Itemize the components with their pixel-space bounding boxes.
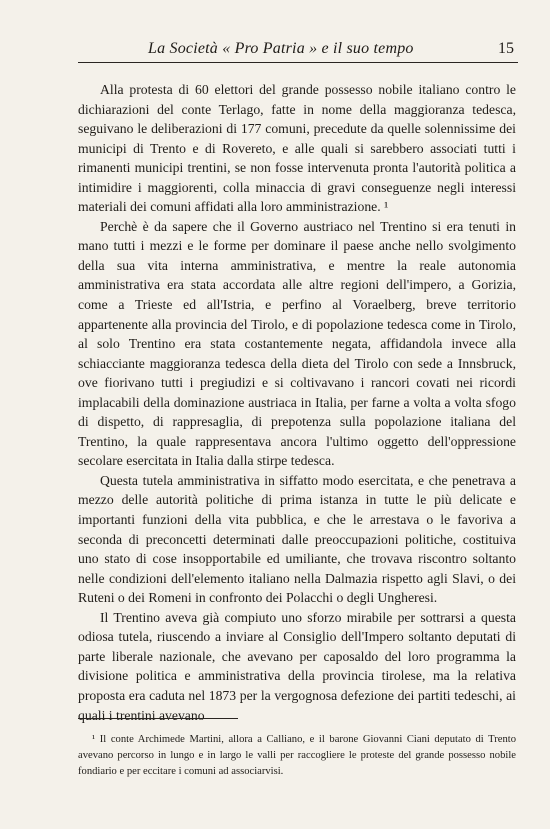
footnote: ¹ Il conte Archimede Martini, allora a Calliano, e il barone Giovanni Ciani deputato di Trento avevano percorso in lungo e in largo le valli per raccogliere le proteste del grande possesso nobile fondiario e per eccitare i comuni ad associarvisi.	[78, 734, 516, 777]
body-text	[78, 80, 516, 725]
paragraph-3: Questa tutela amministrativa in siffatto modo esercitata, e che penetrava a mezzo delle autorità politiche di prima istanza in tutte le più delicate e importanti funzioni della vita pubblica, e che le arrestava o le favoriva a seconda di preconcetti determinati dalle preoccupazioni politiche, costituiva uno stato di cose insopportabile ed umiliante, che trovava riscontro soltanto nelle condizioni dell'elemento italiano nella Dalmazia rispetto agli Slavi, o dei Ruteni o dei Romeni in confronto dei Polacchi o degli Ungheresi.	[78, 472, 516, 606]
running-title: La Società « Pro Patria » e il suo tempo	[148, 40, 414, 57]
footnote-divider	[78, 718, 238, 719]
paragraph-4: Il Trentino aveva già compiuto uno sforzo mirabile per sottrarsi a questa odiosa tutela, riuscendo a inviare al Consiglio dell'Impero soltanto deputati di parte liberale nazionale, che avevano per caposaldo del loro programma la divisione politica e amministrativa della provincia tirolese, ma la relativa proposta era caduta nel 1873 per la vergognosa defezione dei partiti tedeschi, ai quali i trentini avevano	[78, 609, 516, 723]
running-head	[78, 38, 518, 63]
paragraph-2: Perchè è da sapere che il Governo austriaco nel Trentino si era tenuti in mano tutti i mezzi e le forme per dominare il paese anche nello svolgimento della sua vita interna amministrativa, e mentre la reale autonomia amministrativa era stata accordata alle altre regioni dell'impero, a Gorizia, come a Trieste ed all'Istria, e perfino al Voraelberg, breve territorio appartenente alla provincia del Tirolo, e di popolazione tedesca come in Tirolo, al solo Trentino era stata costantemente negata, affidandola invece alla schiacciante maggioranza tedesca della dieta del Tirolo con sede a Innsbruck, ove fiorivano tutti i pregiudizi e si coltivavano i rancori covati nei ricordi implacabili della dominazione austriaca in Italia, per farne a volta a volta sfogo di dispetto, di rappresaglia, di prepotenza sulla popolazione italiana del Trentino, la quale rappresentava ancora l'ultimo oggetto dell'oppressione secolare esercitata in Italia dalla stirpe tedesca.	[78, 218, 516, 469]
paragraph-1: Alla protesta di 60 elettori del grande possesso nobile italiano contro le dichiarazioni del conte Terlago, fatte in nome della maggioranza tedesca, seguivano le deliberazioni di 177 comuni, precedute da quelle solennissime dei municipi di Trento e di Rovereto, e alle quali si sarebbero associati tutti i rimanenti municipi trentini, se non fosse intervenuta pronta l'autorità politica a intimidire i maggiorenti, colla minaccia di gravi conseguenze negli interessi materiali dei comuni affidati alla loro amministrazione. ¹	[78, 82, 516, 215]
page-number: 15	[498, 40, 514, 57]
